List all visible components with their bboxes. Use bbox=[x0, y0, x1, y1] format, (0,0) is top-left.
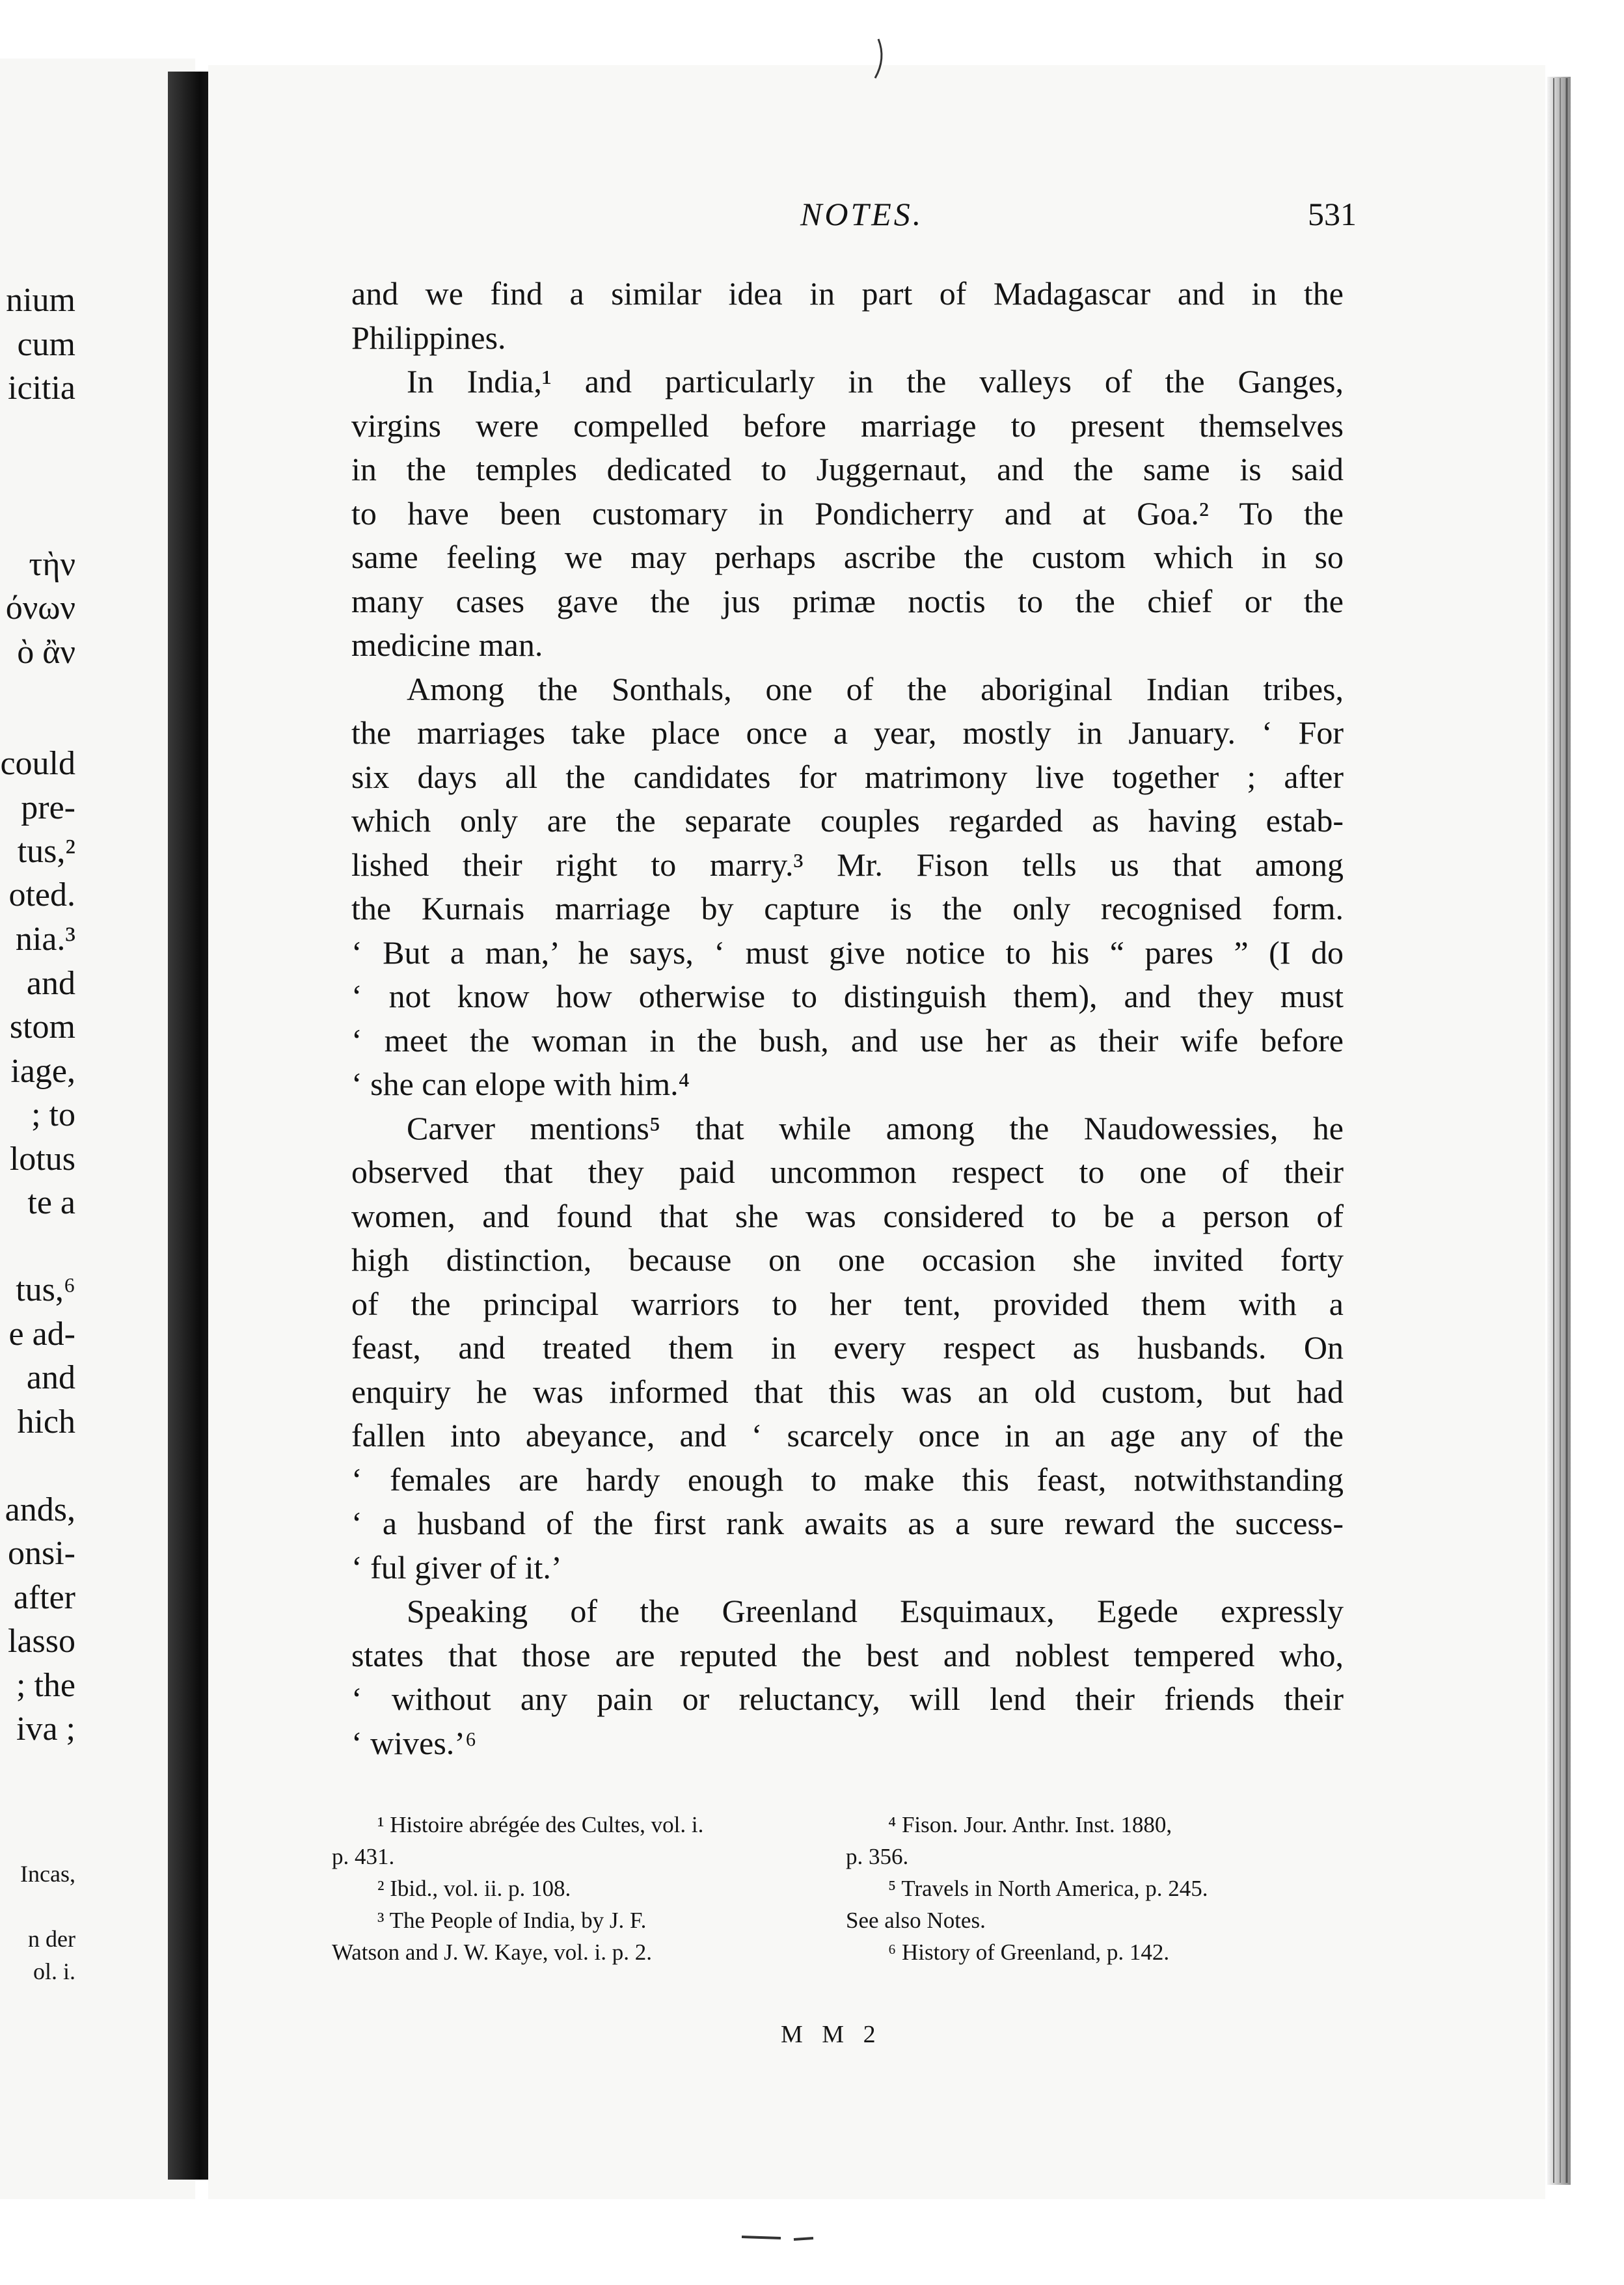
text-line: ‘ not know how otherwise to distinguish them), and they must bbox=[351, 978, 1344, 1014]
left-line: hich bbox=[17, 1403, 75, 1440]
text-line: observed that they paid uncommon respect to one of their bbox=[351, 1154, 1344, 1190]
left-line: ands, bbox=[5, 1491, 75, 1528]
footnote-5: ⁵ Travels in North America, p. 245. bbox=[888, 1876, 1208, 1901]
text-line: ‘ wives.’⁶ bbox=[351, 1724, 477, 1761]
text-line: fallen into abeyance, and ‘ scarcely once in an age any of the bbox=[351, 1417, 1344, 1453]
left-line: te a bbox=[27, 1184, 75, 1221]
text-line: the marriages take place once a year, mostly in January. ‘ For bbox=[351, 714, 1344, 751]
text-line: Among the Sonthals, one of the aboriginal Indian tribes, bbox=[407, 670, 1344, 707]
text-line: the Kurnais marriage by capture is the only recognised form. bbox=[351, 890, 1344, 926]
left-line: ; to bbox=[31, 1096, 75, 1133]
text-line: Philippines. bbox=[351, 319, 506, 356]
text-line: ‘ meet the woman in the bush, and use her as their wife before bbox=[351, 1021, 1344, 1059]
text-line: In India,¹ and particularly in the valleys of the Ganges, bbox=[407, 363, 1344, 399]
footnote-5-cont: See also Notes. bbox=[846, 1908, 986, 1933]
left-line: could bbox=[0, 745, 75, 782]
left-line: cum bbox=[17, 326, 75, 363]
text-line: ‘ But a man,’ he says, ‘ must give notice to his “ pares ” (I do bbox=[351, 934, 1344, 971]
text-line: virgins were compelled before marriage to present themselves bbox=[351, 407, 1344, 444]
left-line: ὸ ἂν bbox=[17, 634, 75, 671]
left-line: after bbox=[13, 1579, 75, 1616]
left-line: oted. bbox=[8, 876, 75, 913]
left-line: iva ; bbox=[16, 1710, 75, 1748]
left-line: e ad- bbox=[8, 1316, 75, 1353]
text-line: high distinction, because on one occasion she invited forty bbox=[351, 1241, 1344, 1278]
left-line: ; the bbox=[16, 1667, 75, 1704]
left-line: lasso bbox=[8, 1623, 75, 1660]
text-line: women, and found that she was considered to be a person of bbox=[351, 1197, 1344, 1234]
text-line: ‘ she can elope with him.⁴ bbox=[351, 1066, 690, 1102]
footnote-3-cont: Watson and J. W. Kaye, vol. i. p. 2. bbox=[332, 1940, 652, 1965]
book-page bbox=[215, 65, 1542, 2186]
left-line: tus,⁶ bbox=[16, 1271, 75, 1308]
left-line: stom bbox=[9, 1008, 75, 1046]
footnote-6: ⁶ History of Greenland, p. 142. bbox=[888, 1940, 1170, 1965]
footnote-3: ³ The People of India, by J. F. bbox=[377, 1908, 647, 1933]
text-line: states that those are reputed the best and noblest tempered who, bbox=[351, 1636, 1344, 1673]
signature-mark: M M 2 bbox=[781, 2021, 882, 2048]
text-line: six days all the candidates for matrimony live together ; after bbox=[351, 758, 1344, 795]
text-line: ‘ a husband of the first rank awaits as a sure reward the success- bbox=[351, 1505, 1344, 1541]
left-line: όνων bbox=[5, 589, 75, 627]
left-line: and bbox=[26, 965, 75, 1002]
text-line: ‘ females are hardy enough to make this feast, notwithstanding bbox=[351, 1461, 1344, 1498]
left-line: onsi- bbox=[8, 1535, 75, 1572]
left-line: icitia bbox=[8, 370, 75, 407]
left-line: and bbox=[26, 1359, 75, 1396]
text-line: which only are the separate couples regarded as having estab- bbox=[351, 802, 1344, 839]
left-line: τὴν bbox=[29, 546, 75, 583]
running-head: NOTES. bbox=[800, 196, 924, 232]
text-line: medicine man. bbox=[351, 627, 543, 663]
footnote-2: ² Ibid., vol. ii. p. 108. bbox=[377, 1876, 571, 1901]
text-line: same feeling we may perhaps ascribe the custom which in so bbox=[351, 539, 1344, 575]
left-footnote-line: ol. i. bbox=[33, 1958, 75, 1984]
footnote-4: ⁴ Fison. Jour. Anthr. Inst. 1880, bbox=[888, 1812, 1172, 1837]
left-line: nium bbox=[6, 282, 75, 319]
text-line: ‘ without any pain or reluctancy, will lend their friends their bbox=[351, 1681, 1344, 1717]
left-page-fragment bbox=[0, 0, 75, 2285]
footnote-4-cont: p. 356. bbox=[846, 1844, 909, 1869]
left-line: tus,² bbox=[17, 833, 75, 870]
left-line: nia.³ bbox=[15, 921, 75, 958]
body-text bbox=[351, 272, 1344, 1765]
text-line: Speaking of the Greenland Esquimaux, Egede expressly bbox=[407, 1593, 1344, 1629]
text-line: Carver mentions⁵ that while among the Naudowessies, he bbox=[407, 1109, 1344, 1146]
footnote-1-cont: p. 431. bbox=[332, 1844, 395, 1869]
left-footnote-line: n der bbox=[28, 1926, 75, 1952]
left-line: iage, bbox=[10, 1053, 75, 1090]
text-line: enquiry he was informed that this was an old custom, but had bbox=[351, 1373, 1344, 1410]
left-line: pre- bbox=[21, 789, 75, 826]
text-line: and we find a similar idea in part of Madagascar and in the bbox=[351, 275, 1344, 312]
text-line: many cases gave the jus primæ noctis to the chief or the bbox=[351, 582, 1344, 619]
text-line: to have been customary in Pondicherry and at Goa.² To the bbox=[351, 494, 1344, 532]
left-footnote-line: Incas, bbox=[20, 1861, 75, 1887]
left-line: lotus bbox=[9, 1141, 75, 1178]
text-line: of the principal warriors to her tent, provided them with a bbox=[351, 1285, 1344, 1322]
footnote-1: ¹ Histoire abrégée des Cultes, vol. i. bbox=[377, 1812, 704, 1837]
text-line: ‘ ful giver of it.’ bbox=[351, 1548, 562, 1586]
text-line: feast, and treated them in every respect as husbands. On bbox=[351, 1329, 1344, 1366]
page-number: 531 bbox=[1308, 196, 1357, 232]
text-line: in the temples dedicated to Juggernaut, and the same is said bbox=[351, 451, 1344, 487]
text-line: lished their right to marry.³ Mr. Fison tells us that among bbox=[351, 846, 1344, 883]
